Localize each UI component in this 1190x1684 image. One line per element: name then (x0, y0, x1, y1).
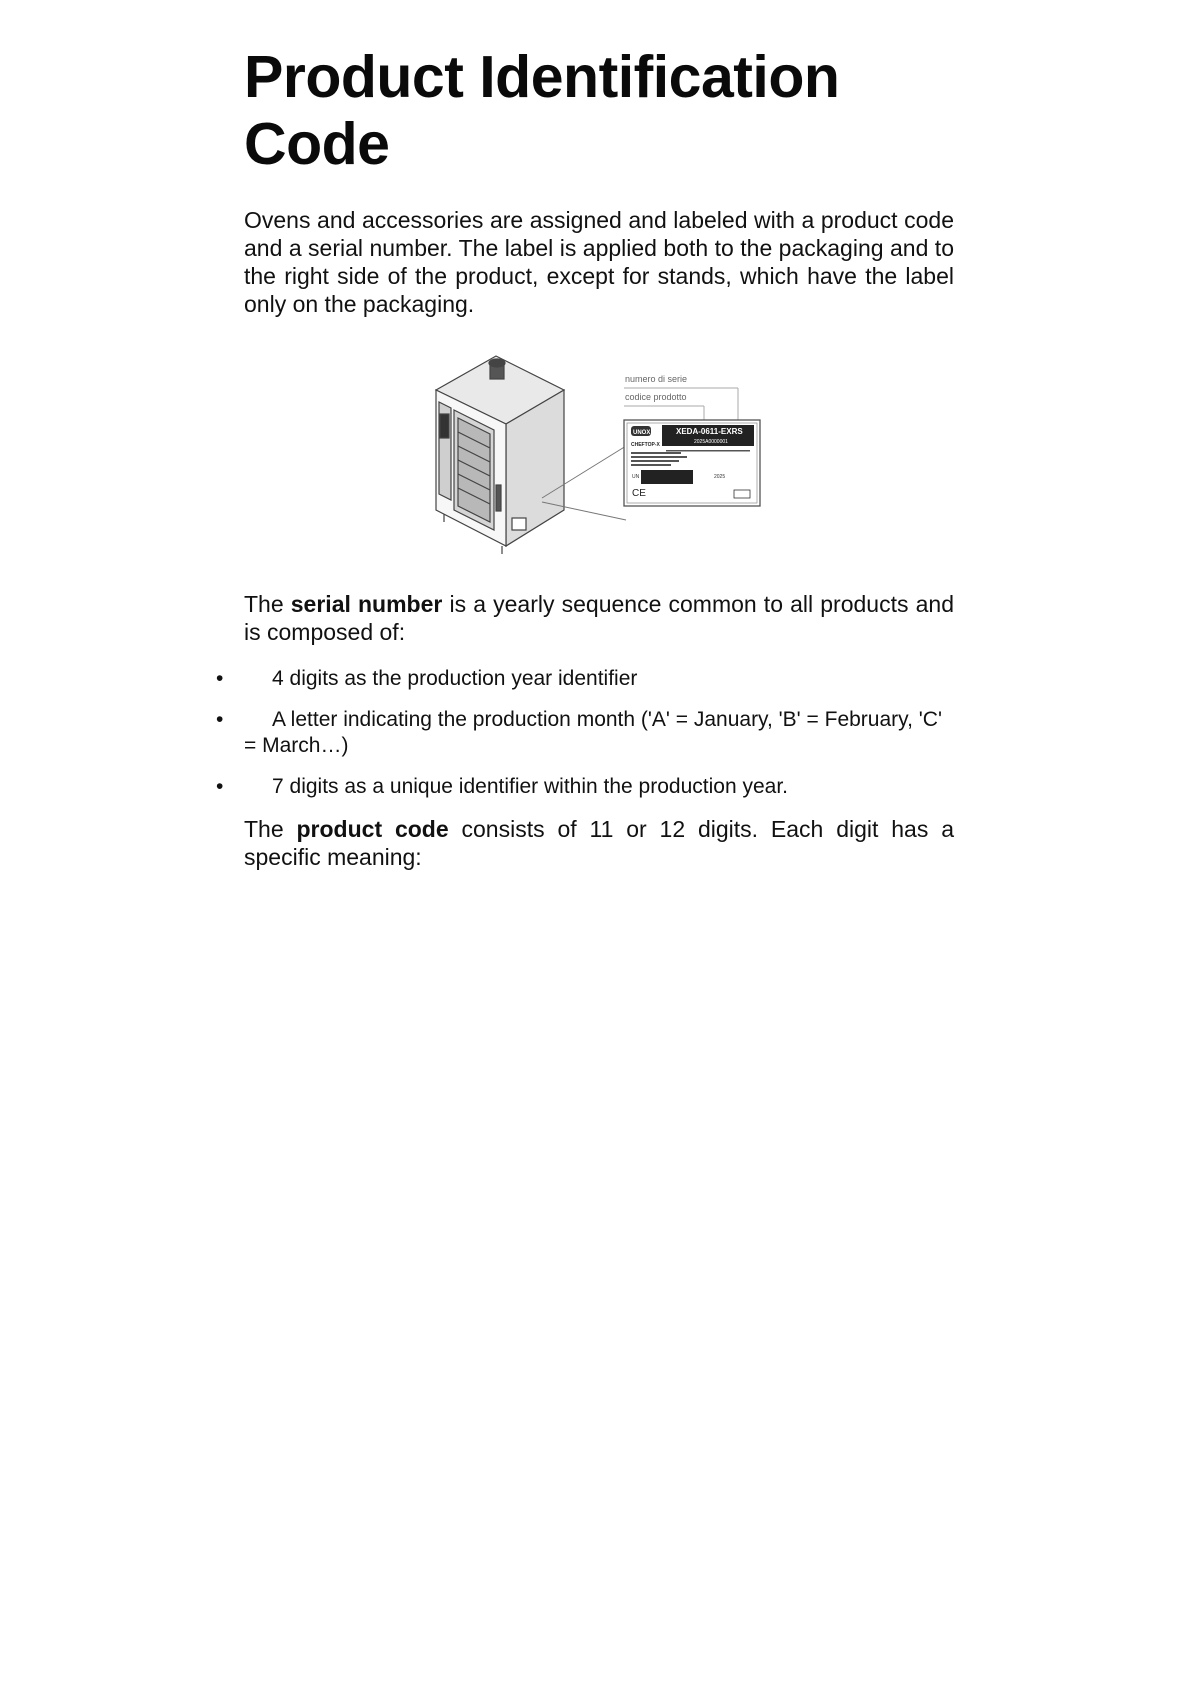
list-item-text: A letter indicating the production month ('A' = January, 'B' = February, 'C' = March…) (244, 708, 942, 757)
title-line-1: Product Identification (244, 44, 840, 110)
list-item-text: 7 digits as a unique identifier within the production year. (272, 775, 788, 798)
oven-label-figure (244, 350, 954, 555)
bullet-dot: • (216, 775, 224, 798)
list-item (216, 774, 954, 800)
title-line-2: Code (244, 111, 390, 177)
label-serial-number: 2025A0000001 (694, 439, 728, 445)
svg-text:2025: 2025 (714, 474, 726, 480)
callout-code: codice prodotto (625, 392, 687, 402)
oven-label-illustration (244, 350, 954, 555)
oven-illustration (436, 356, 564, 554)
list-item (216, 707, 954, 759)
label-model: CHEFTOP-X (631, 442, 660, 448)
page-title (244, 44, 954, 178)
callout-serial: numero di serie (625, 374, 688, 384)
list-item (216, 666, 954, 692)
document-page (216, 44, 954, 871)
label-product-code: XEDA-0611-EXRS (676, 427, 743, 436)
bullet-dot: • (216, 708, 224, 731)
product-code-paragraph (244, 815, 954, 871)
label-ce-mark: CE (632, 488, 646, 499)
label-brand: UNOX (633, 430, 651, 436)
bullet-dot: • (216, 667, 224, 690)
product-code-term: product code (296, 816, 449, 842)
list-item-text: 4 digits as the production year identifier (272, 667, 638, 690)
serial-number-paragraph (244, 590, 954, 646)
intro-paragraph: Ovens and accessories are assigned and labeled with a product code and a serial number. The label is applied both to the packaging and to the right side of the product, except for stands, which have the label only on the packaging. (244, 207, 954, 317)
product-label (624, 420, 760, 506)
serial-text-post: is a yearly sequence common to all products and is composed of: (244, 591, 954, 645)
product-text-pre: The (244, 816, 297, 842)
serial-text-pre: The (244, 591, 291, 617)
product-text-post: consists of 11 or 12 digits. Each digit has a specific meaning: (244, 816, 954, 870)
svg-text:UN: UN (632, 474, 640, 480)
serial-components-list (216, 666, 954, 800)
serial-number-term: serial number (290, 591, 443, 617)
